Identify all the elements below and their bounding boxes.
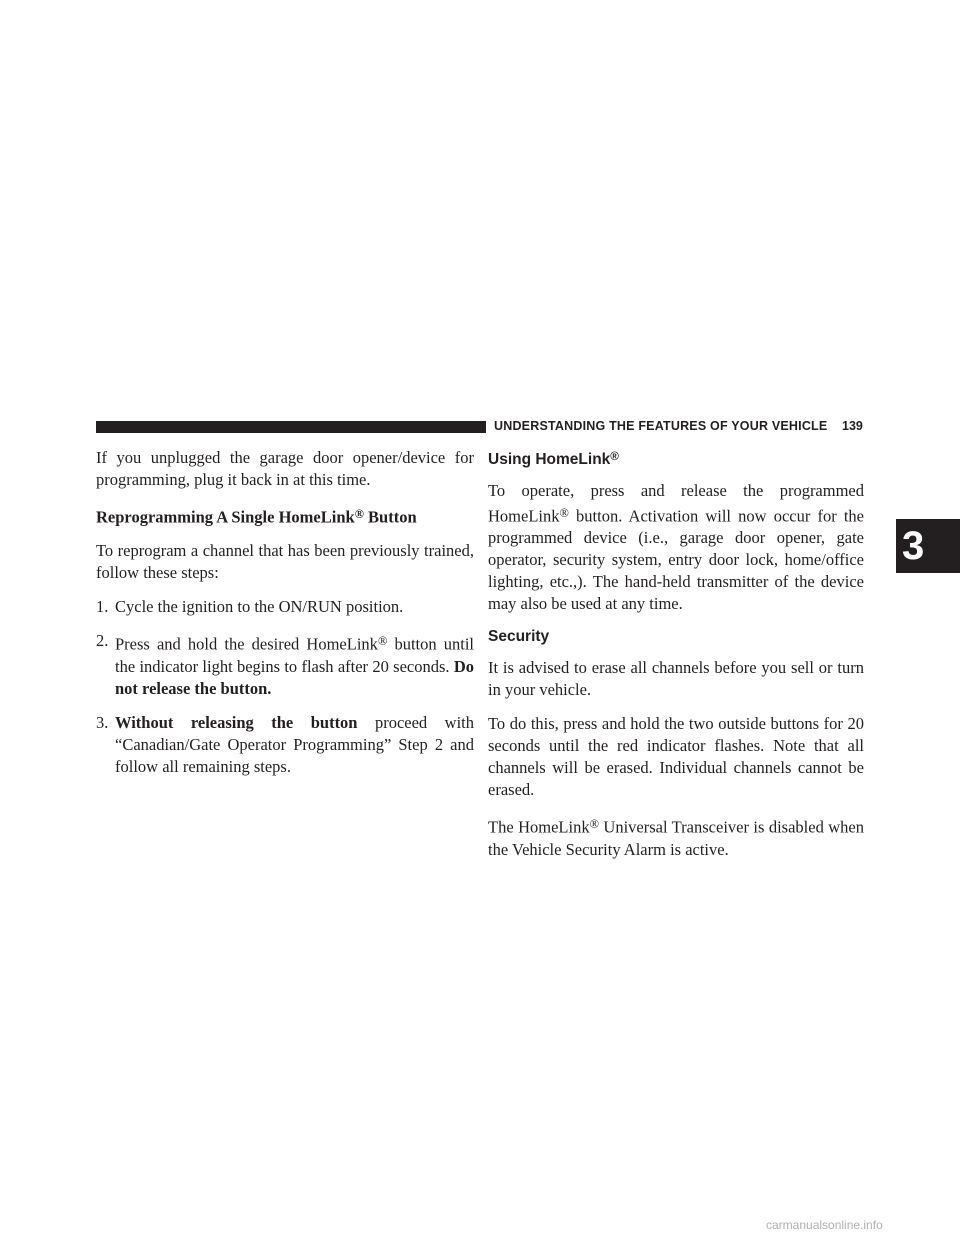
chapter-tab: 3 [896,519,960,573]
security-paragraph-1: It is advised to erase all channels before you sell or turn in your vehicle. [488,658,864,700]
step-text: Cycle the ignition to the ON/RUN position. [115,597,404,617]
step-number: 1. [96,597,109,617]
section-heading-using-homelink: Using HomeLink® [488,450,619,469]
step-text: Press and hold the desired HomeLink® button until the indicator light begins to flash after 20 seconds. Do not release the button. [115,634,475,698]
registered-mark: ® [589,817,599,832]
step-number: 3. [96,712,109,732]
registered-mark: ® [559,506,569,521]
subheading-reprogramming: Reprogramming A Single HomeLink® Button [96,507,417,527]
header-rule [96,421,486,433]
running-header: UNDERSTANDING THE FEATURES OF YOUR VEHICLE [494,419,828,433]
step-item [96,630,474,699]
watermark: carmanualsonline.info [766,1218,883,1232]
using-homelink-paragraph: To operate, press and release the programmed HomeLink® button. Activation will now occur for the programmed device (i.e., garage door opener, gate operator, security system, entry door lock, home/office lighting, etc.,). The hand-held transmitter of the device may also be used at any time. [488,481,864,614]
step-text: Without releasing the button proceed with “Canadian/Gate Operator Programming” Step 2 and follow all remaining steps. [115,712,474,776]
right-column [488,447,864,873]
left-column [96,447,474,790]
step-number: 2. [96,631,109,651]
page-number: 139 [842,419,863,433]
security-paragraph-2: To do this, press and hold the two outside buttons for 20 seconds until the red indicator flashes. Note that all channels will be erased. Individual channels cannot be erased. [488,714,864,800]
step-item [96,712,474,778]
lead-paragraph: To reprogram a channel that has been previously trained, follow these steps: [96,541,474,583]
registered-mark: ® [354,507,364,521]
section-heading-security: Security [488,628,550,646]
security-paragraph-3: The HomeLink® Universal Transceiver is disabled when the Vehicle Security Alarm is active. [488,817,864,859]
step-item [96,596,474,618]
registered-mark: ® [610,450,619,463]
intro-paragraph: If you unplugged the garage door opener/device for programming, plug it back in at this time. [96,448,474,489]
registered-mark: ® [377,634,388,649]
